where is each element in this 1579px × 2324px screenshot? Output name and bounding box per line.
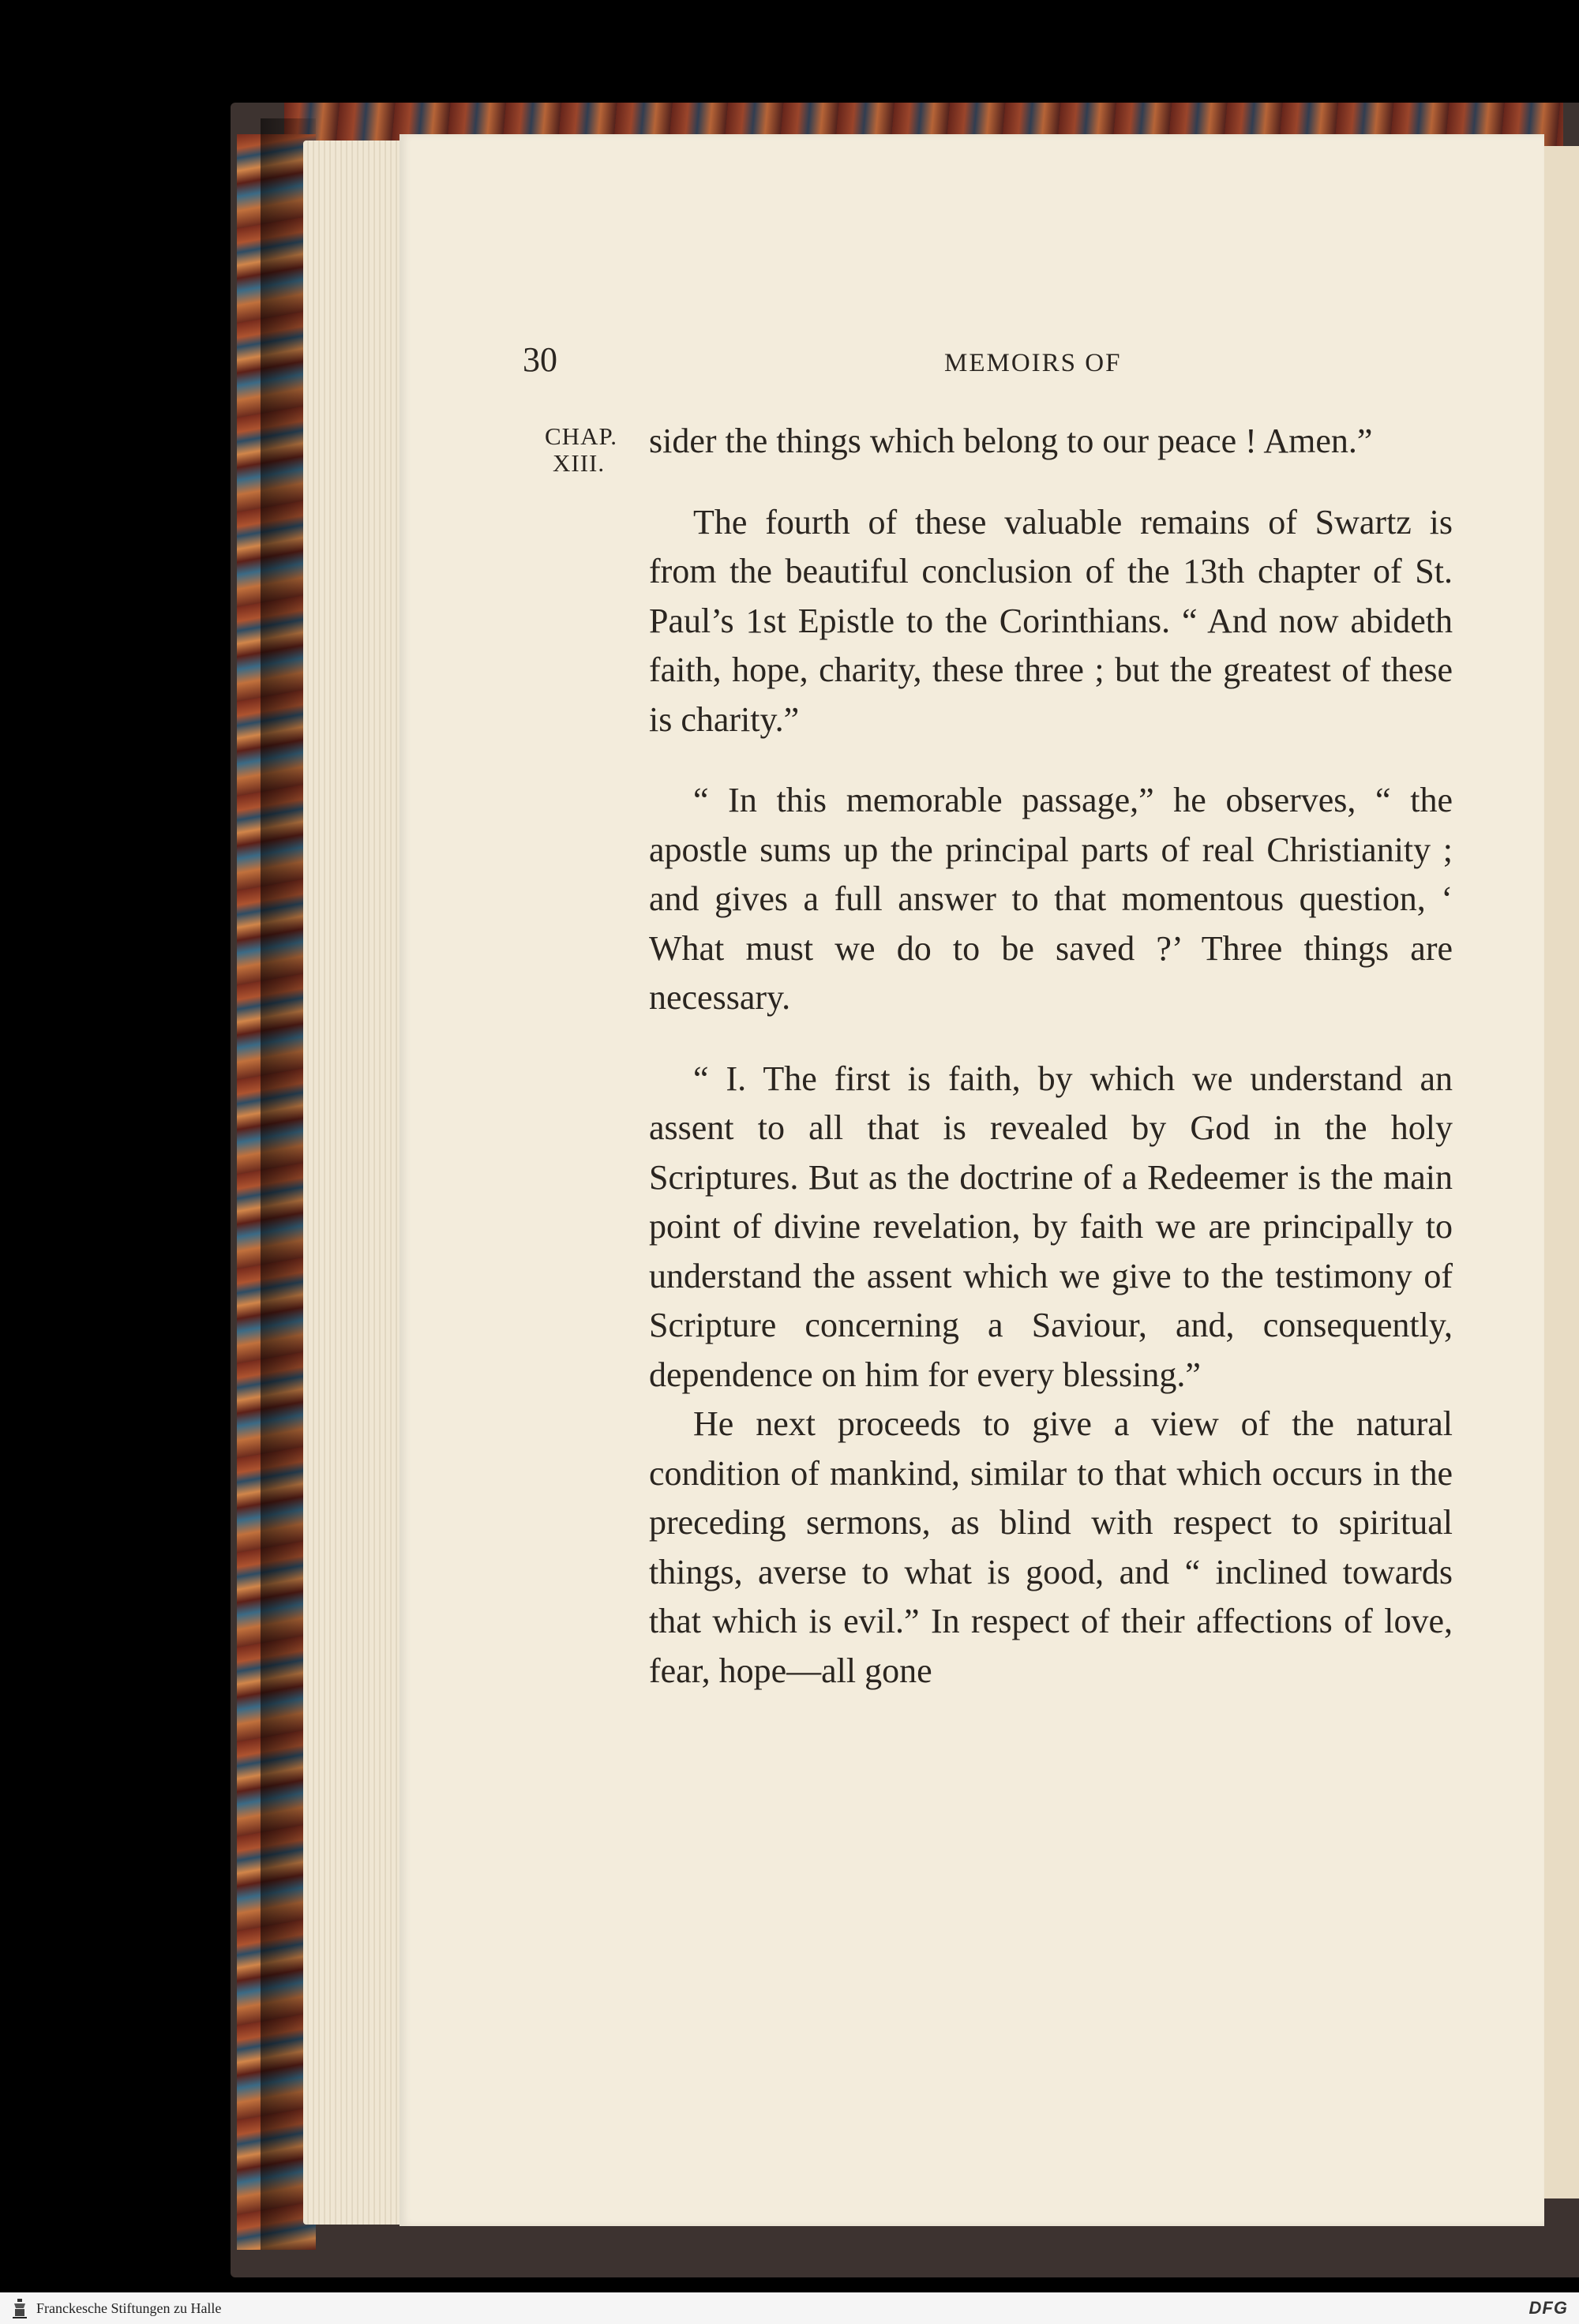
paragraph-continuation: sider the things which belong to our peace ! Amen.”	[649, 422, 1373, 460]
paragraph: The fourth of these valuable remains of Swartz is from the beautiful conclusion of the 13th chapter of St. Paul’s 1st Epistle to the Corinthians. “ And now abideth faith, hope, charity, these three ; but the greatest of these is charity.”	[649, 502, 1453, 739]
page-number: 30	[523, 340, 557, 379]
facing-page-edge	[1544, 146, 1579, 2198]
paragraph: “ I. The first is faith, by which we understand an assent to all that is revealed by God in the holy Scriptures. But as the doctrine of a Redeemer is the main point of divine revelation, by faith we are principally to understand the assent which we give to the testimony of Scripture concerning a Saviour, and, consequently, dependence on him for every blessing.”	[649, 1059, 1453, 1394]
institution-logo-icon	[11, 2297, 28, 2319]
body-text	[649, 417, 1453, 1696]
page-edges	[303, 141, 406, 2225]
footer-institution-group	[11, 2297, 221, 2319]
institution-name: Franckesche Stiftungen zu Halle	[36, 2300, 222, 2316]
dfg-logo: DFG	[1528, 2298, 1568, 2318]
paragraph: He next proceeds to give a view of the natural condition of mankind, similar to that which occurs in the preceding sermons, as blind with respect to spiritual things, averse to what is good, and “ inclined towards that which is evil.” In respect of their affections of love, fear, hope—all gone	[649, 1404, 1453, 1690]
marginal-note	[545, 423, 617, 477]
marginal-chap-label: CHAP.	[545, 422, 618, 450]
marginal-chap-number: XIII.	[553, 449, 606, 477]
paragraph: “ In this memorable passage,” he observes, “ the apostle sums up the principal parts of real Christianity ; and gives a full answer to that momentous question, ‘ What must we do to be saved ?’ Three things are necessary.	[649, 781, 1453, 1017]
running-head: MEMOIRS OF	[944, 349, 1122, 377]
archive-footer	[0, 2292, 1579, 2324]
